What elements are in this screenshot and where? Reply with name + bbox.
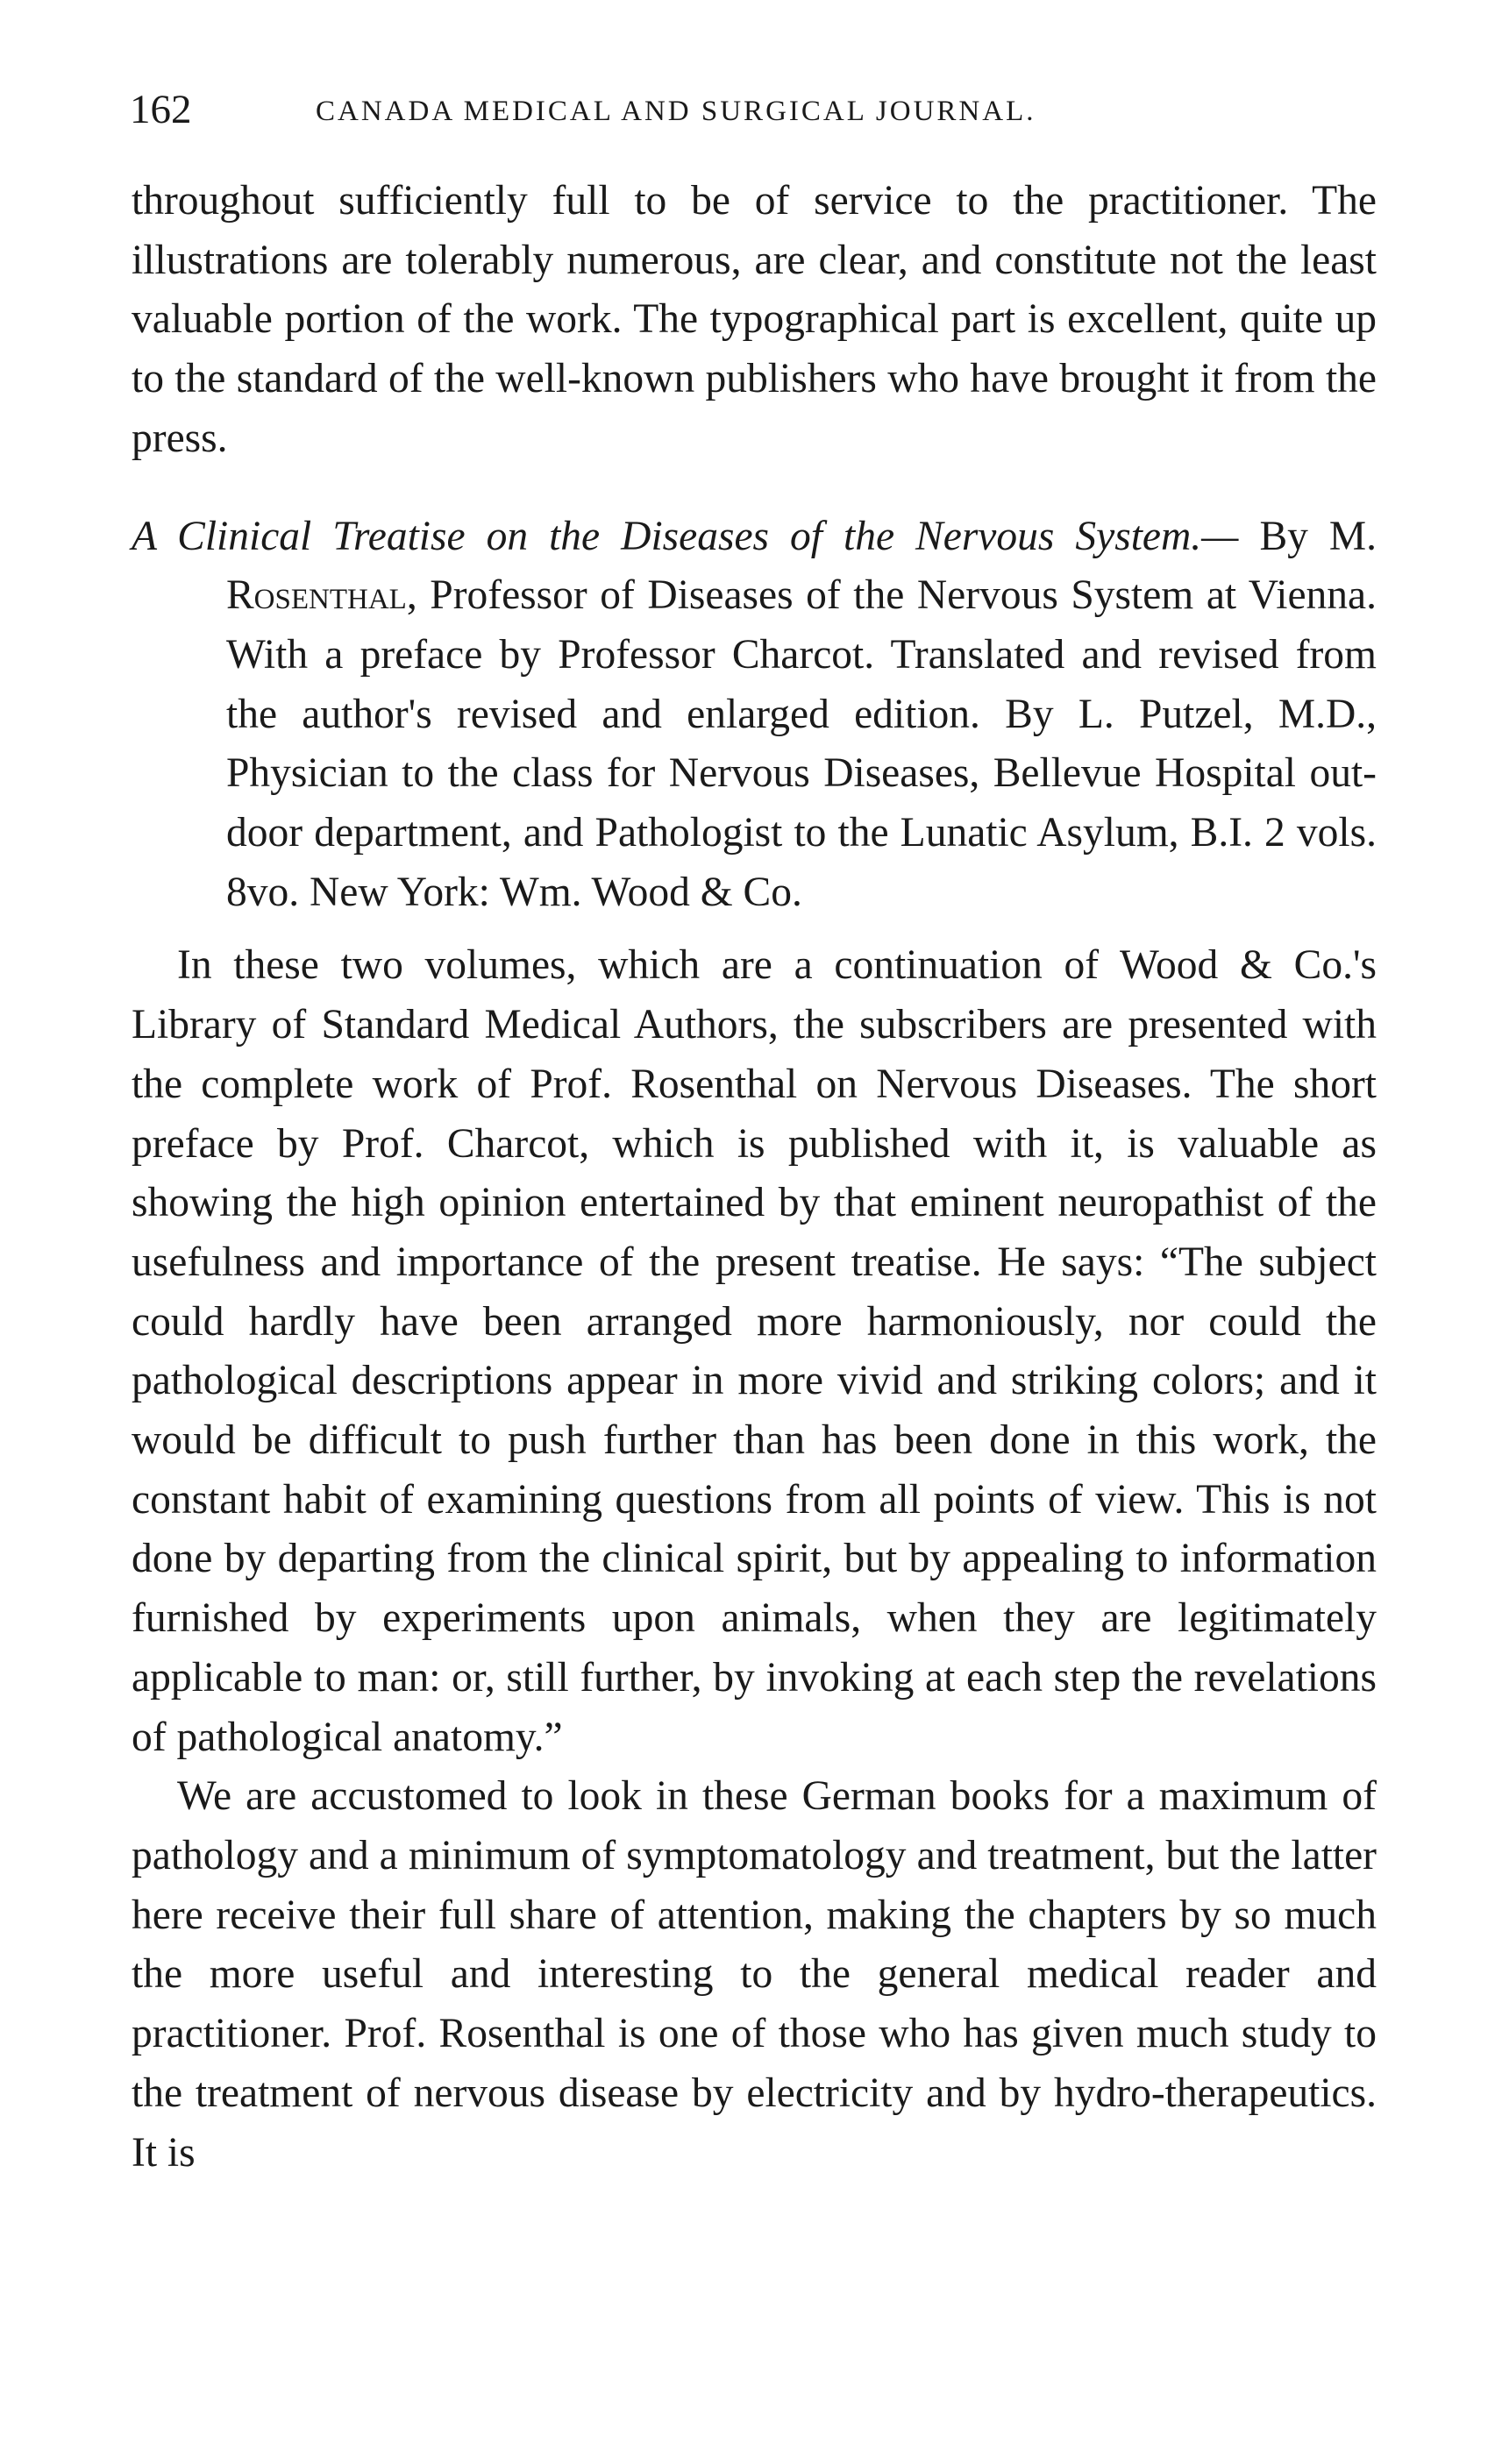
running-head <box>130 83 1375 136</box>
article-body <box>132 172 1377 2183</box>
page-number: 162 <box>130 87 192 132</box>
review-paragraph: We are accustomed to look in these German books for a maximum of pathology and a minimum of symptomatology and treatment, but the latter here receive their full share of attention, making the chapters by so much the more useful and interesting to the general medical reader and practitioner. Prof. Rosenthal is one of those who has given much study to the treatment of nervous disease by electricity and by hydro-therapeutics. It is <box>132 1773 1377 2176</box>
journal-title: CANADA MEDICAL AND SURGICAL JOURNAL. <box>316 96 1036 127</box>
review-author: Rosenthal <box>226 572 407 619</box>
review-publication-details: , Professor of Diseases of the Nervous System at Vienna. With a preface by Professor Charcot. Translated and revised from the author's revised and enlarged edition. By L. Putzel, M.D., Physician to the class for Nervous Diseases, Bellevue Hospital out-door department, and Pathologist to the Lunatic Asylum, B.I. 2 vols. 8vo. New York: Wm. Wood & Co. <box>226 572 1377 915</box>
review-heading <box>132 508 1377 923</box>
review-byline: By M. <box>1259 513 1377 559</box>
review-book-title: A Clinical Treatise on the Diseases of the Nervous System.— <box>132 513 1239 559</box>
continued-paragraph: throughout sufficiently full to be of service to the practitioner. The illustrations are tolerably numerous, are clear, and constitute not the least valuable portion of the work. The typographical part is excellent, quite up to the standard of the well-known publishers who have brought it from the press. <box>132 178 1377 461</box>
review-paragraph: In these two volumes, which are a continuation of Wood & Co.'s Library of Standard Medical Authors, the subscribers are presented with the complete work of Prof. Rosenthal on Nervous Diseases. The short preface by Prof. Charcot, which is published with it, is valuable as showing the high opinion entertained by that eminent neuropathist of the usefulness and importance of the present treatise. He says: “The subject could hardly have been arranged more harmoniously, nor could the pathological descriptions appear in more vivid and striking colors; and it would be difficult to push further than has been done in this work, the constant habit of examining questions from all points of view. This is not done by departing from the clinical spirit, but by appealing to information furnished by experiments upon animals, when they are legitimately applicable to man: or, still further, by invoking at each step the revelations of pathological anatomy.” <box>132 942 1377 1760</box>
